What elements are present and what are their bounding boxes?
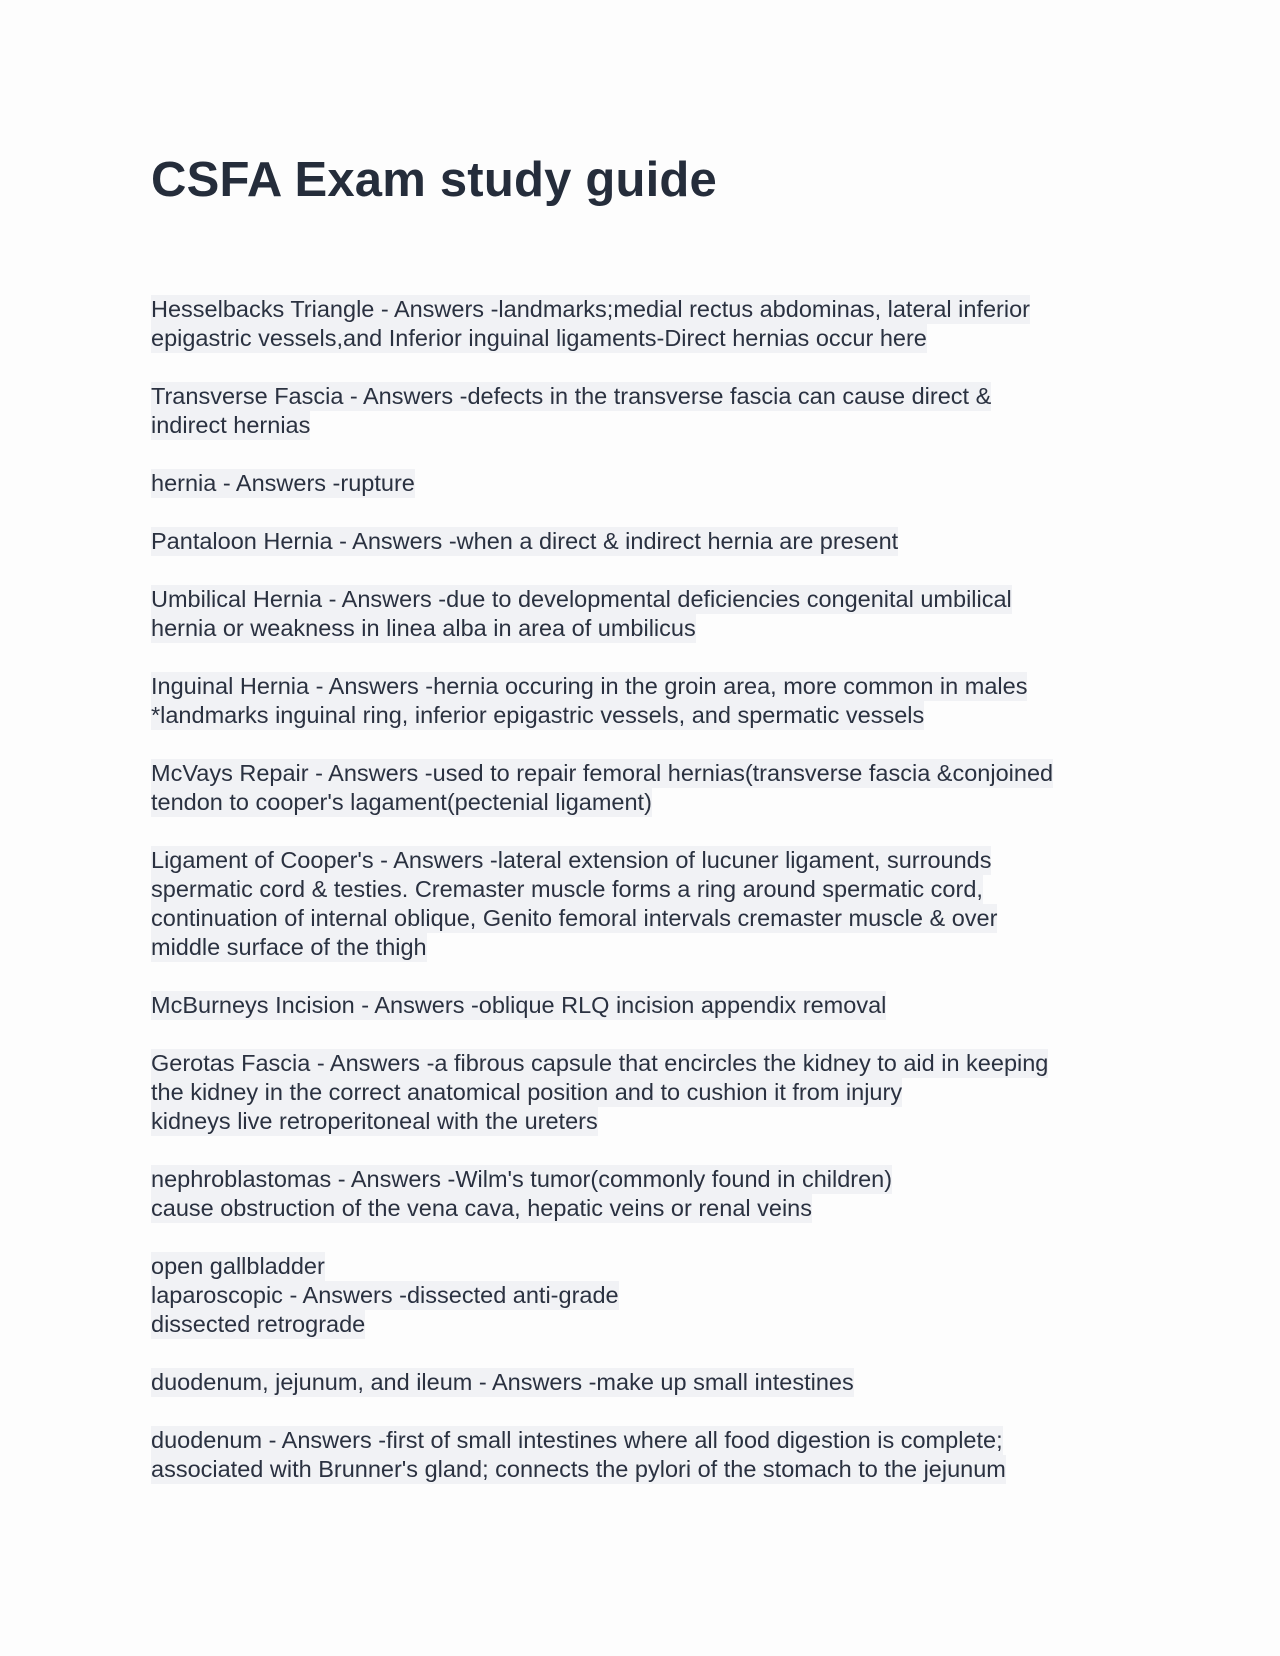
document-page (151, 150, 1131, 1513)
entry-line: Ligament of Cooper's - Answers -lateral extension of lucuner ligament, surrounds (151, 847, 992, 873)
entry-line: duodenum - Answers -first of small intestines where all food digestion is complete; (151, 1427, 1003, 1453)
list-item (151, 846, 1131, 962)
entry-line: Pantaloon Hernia - Answers -when a direct & indirect hernia are present (151, 528, 899, 554)
list-item (151, 991, 1131, 1020)
list-item (151, 1252, 1131, 1339)
list-item (151, 382, 1131, 440)
entry-line: Gerotas Fascia - Answers -a fibrous capsule that encircles the kidney to aid in keeping (151, 1050, 1049, 1076)
list-item (151, 1368, 1131, 1397)
list-item (151, 295, 1131, 353)
entry-line: duodenum, jejunum, and ileum - Answers -make up small intestines (151, 1369, 854, 1395)
entry-line: Transverse Fascia - Answers -defects in the transverse fascia can cause direct & (151, 383, 992, 409)
list-item (151, 469, 1131, 498)
entry-line: middle surface of the thigh (151, 934, 427, 960)
entry-line: nephroblastomas - Answers -Wilm's tumor(commonly found in children) (151, 1166, 893, 1192)
entry-line: dissected retrograde (151, 1311, 366, 1337)
entry-line: kidneys live retroperitoneal with the ureters (151, 1108, 598, 1134)
page-title: CSFA Exam study guide (151, 153, 718, 207)
entry-line: open gallbladder (151, 1253, 325, 1279)
entry-line: continuation of internal oblique, Genito femoral intervals cremaster muscle & over (151, 905, 998, 931)
list-item (151, 759, 1131, 817)
entry-line: hernia or weakness in linea alba in area of umbilicus (151, 615, 696, 641)
entry-list (151, 295, 1131, 1484)
list-item (151, 585, 1131, 643)
entry-line: associated with Brunner's gland; connects the pylori of the stomach to the jejunum (151, 1456, 1006, 1482)
entry-line: epigastric vessels,and Inferior inguinal ligaments-Direct hernias occur here (151, 325, 927, 351)
entry-line: laparoscopic - Answers -dissected anti-grade (151, 1282, 619, 1308)
entry-line: *landmarks inguinal ring, inferior epigastric vessels, and spermatic vessels (151, 702, 925, 728)
list-item (151, 527, 1131, 556)
entry-line: cause obstruction of the vena cava, hepatic veins or renal veins (151, 1195, 812, 1221)
entry-line: McVays Repair - Answers -used to repair femoral hernias(transverse fascia &conjoined (151, 760, 1054, 786)
list-item (151, 1165, 1131, 1223)
list-item (151, 672, 1131, 730)
entry-line: spermatic cord & testies. Cremaster muscle forms a ring around spermatic cord, (151, 876, 983, 902)
list-item (151, 1049, 1131, 1136)
entry-line: Umbilical Hernia - Answers -due to developmental deficiencies congenital umbilical (151, 586, 1012, 612)
entry-line: hernia - Answers -rupture (151, 470, 415, 496)
entry-line: the kidney in the correct anatomical position and to cushion it from injury (151, 1079, 903, 1105)
entry-line: Hesselbacks Triangle - Answers -landmarks;medial rectus abdominas, lateral inferior (151, 296, 1031, 322)
entry-line: Inguinal Hernia - Answers -hernia occuring in the groin area, more common in males (151, 673, 1028, 699)
entry-line: tendon to cooper's lagament(pectenial ligament) (151, 789, 652, 815)
entry-line: indirect hernias (151, 412, 311, 438)
entry-line: McBurneys Incision - Answers -oblique RLQ incision appendix removal (151, 992, 887, 1018)
list-item (151, 1426, 1131, 1484)
